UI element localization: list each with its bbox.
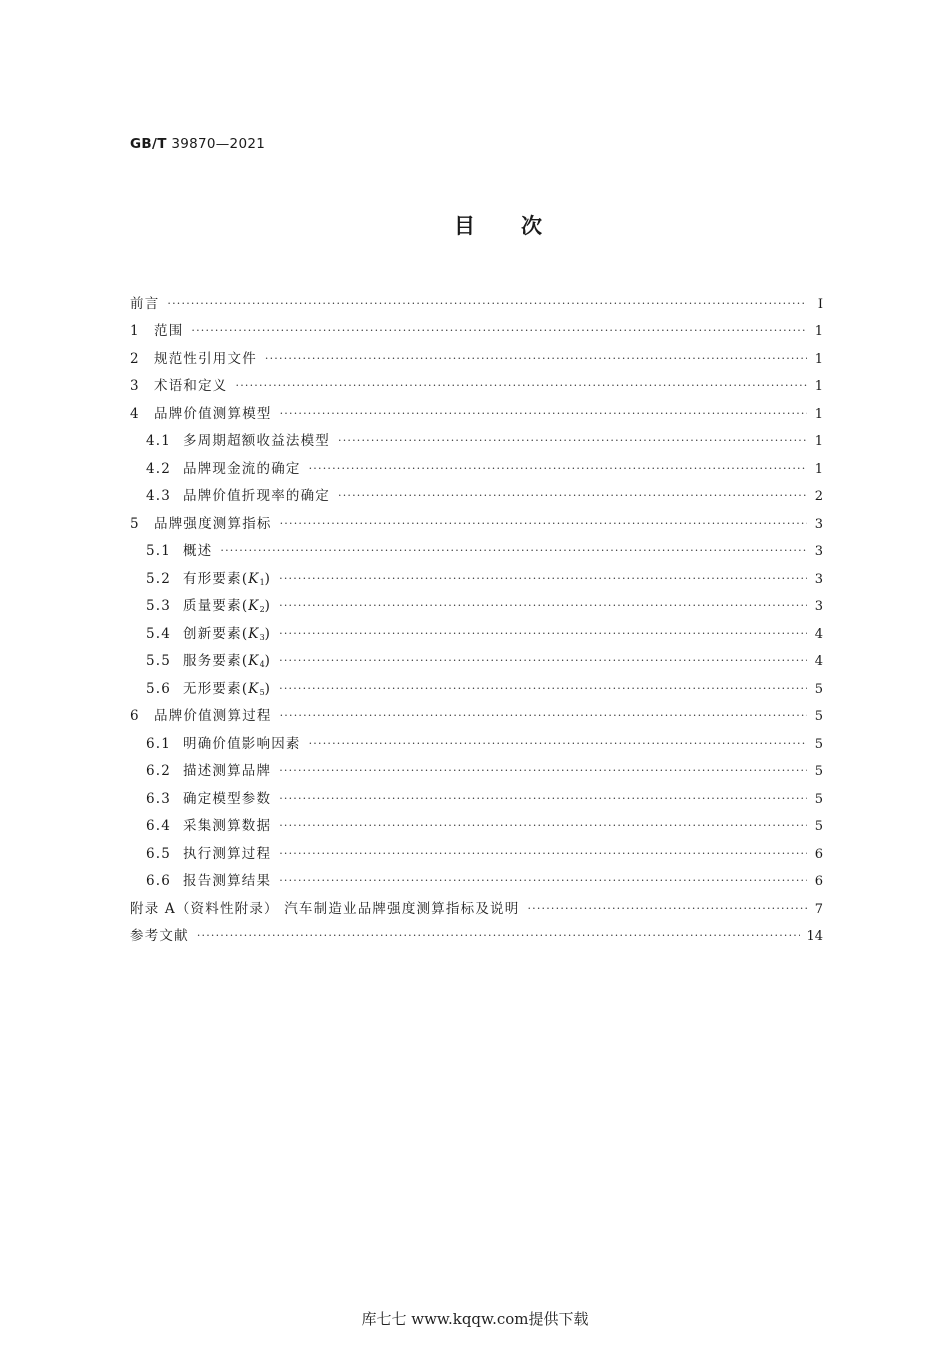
toc-entry-subscript: 2 bbox=[259, 605, 265, 614]
toc-entry[interactable] bbox=[130, 724, 823, 752]
toc-entry-page: Ⅰ bbox=[817, 296, 823, 312]
toc-entry[interactable] bbox=[130, 614, 823, 642]
toc-entry-number: 4.1 bbox=[146, 433, 172, 449]
toc-entry[interactable] bbox=[130, 477, 823, 505]
page-title: 目次 bbox=[454, 214, 588, 238]
toc-entry-page: 6 bbox=[814, 874, 823, 889]
toc-entry-page: 7 bbox=[814, 901, 823, 917]
toc-entry-subscript: 5 bbox=[259, 687, 265, 697]
toc-entry-symbol: K bbox=[248, 680, 260, 697]
toc-entry-page: 1 bbox=[814, 461, 823, 477]
table-of-contents bbox=[130, 284, 823, 944]
toc-entry[interactable] bbox=[130, 807, 823, 835]
toc-entry-subscript: 4 bbox=[259, 660, 265, 669]
toc-entry[interactable] bbox=[130, 284, 823, 312]
toc-entry-label bbox=[130, 924, 189, 944]
toc-entry-label: 有形要素$(K_1)$ bbox=[183, 570, 272, 587]
toc-entry-label bbox=[130, 292, 159, 312]
toc-leader-dots bbox=[197, 930, 801, 944]
toc-entry-label: 服务要素$(K_4)$ bbox=[183, 653, 272, 669]
toc-entry-label: 创新要素$(K_3)$ bbox=[183, 625, 272, 642]
toc-entry-page: 1 bbox=[814, 406, 823, 422]
toc-leader-dots bbox=[279, 655, 807, 669]
standard-number: 39870—2021 bbox=[171, 136, 266, 152]
toc-leader-dots bbox=[236, 380, 808, 394]
toc-entry-page: 6 bbox=[814, 846, 823, 862]
toc-entry[interactable] bbox=[130, 862, 823, 890]
toc-entry[interactable] bbox=[130, 559, 823, 587]
toc-entry-label: 无形要素$(K_5)$ bbox=[183, 680, 272, 697]
toc-entry-number: 2 bbox=[130, 350, 140, 367]
toc-entry-page: 1 bbox=[814, 379, 823, 394]
toc-entry-text: 品牌价值测算模型 bbox=[154, 405, 272, 422]
standard-code bbox=[130, 136, 265, 152]
toc-entry-label bbox=[154, 319, 183, 339]
toc-entry-text: 报告测算结果 bbox=[183, 873, 272, 889]
toc-entry-text: 范围 bbox=[154, 323, 184, 339]
toc-entry-label bbox=[130, 897, 519, 917]
toc-entry-text: 品牌价值测算过程 bbox=[154, 708, 272, 724]
toc-entry-page: 1 bbox=[814, 351, 823, 367]
toc-entry-page: 3 bbox=[814, 544, 823, 559]
toc-entry[interactable] bbox=[130, 449, 823, 477]
toc-entry-number: 6.1 bbox=[146, 735, 172, 752]
toc-entry-page: 5 bbox=[814, 681, 823, 697]
toc-entry-number: 6 bbox=[130, 708, 140, 724]
toc-entry-label bbox=[183, 539, 212, 559]
toc-entry-number: 5 bbox=[130, 515, 140, 532]
toc-leader-dots bbox=[220, 545, 807, 559]
toc-entry[interactable] bbox=[130, 422, 823, 450]
toc-entry[interactable] bbox=[130, 752, 823, 780]
toc-entry-number: 6.6 bbox=[146, 873, 172, 889]
toc-entry-symbol: K bbox=[248, 625, 260, 642]
toc-entry-text: 创新要素 bbox=[183, 625, 242, 642]
toc-entry-page: 3 bbox=[814, 516, 823, 532]
toc-entry-label bbox=[183, 732, 301, 752]
toc-entry-label bbox=[154, 402, 272, 422]
toc-entry[interactable] bbox=[130, 367, 823, 395]
toc-leader-dots bbox=[280, 408, 807, 422]
toc-entry-symbol: K bbox=[248, 570, 260, 587]
toc-entry-page: 5 bbox=[814, 709, 823, 724]
toc-entry[interactable] bbox=[130, 889, 823, 917]
toc-entry[interactable] bbox=[130, 312, 823, 340]
toc-leader-dots bbox=[279, 765, 807, 779]
toc-entry-text: 品牌价值折现率的确定 bbox=[183, 488, 330, 504]
toc-entry-text: 参考文献 bbox=[130, 928, 189, 944]
toc-entry[interactable] bbox=[130, 917, 823, 945]
toc-leader-dots bbox=[309, 463, 807, 477]
toc-entry-number: 5.5 bbox=[146, 653, 172, 669]
toc-entry-text: 采集测算数据 bbox=[183, 818, 272, 834]
toc-entry-page: 3 bbox=[814, 571, 823, 587]
toc-leader-dots bbox=[338, 490, 807, 504]
toc-entry-page: 1 bbox=[814, 324, 823, 339]
toc-entry-text: 规范性引用文件 bbox=[154, 350, 257, 367]
toc-entry-text: 质量要素 bbox=[183, 598, 242, 614]
footer-watermark: 库七七 www.kqqw.com提供下载 bbox=[361, 1310, 589, 1328]
toc-entry-symbol: K bbox=[248, 653, 260, 669]
toc-leader-dots bbox=[280, 710, 807, 724]
toc-entry-number: 6.4 bbox=[146, 818, 172, 834]
toc-entry-number: 6.2 bbox=[146, 763, 172, 779]
toc-entry-text: 明确价值影响因素 bbox=[183, 735, 301, 752]
toc-entry-label: 质量要素$(K_2)$ bbox=[183, 598, 272, 614]
toc-entry[interactable] bbox=[130, 339, 823, 367]
toc-entry-subscript: 1 bbox=[259, 577, 265, 587]
toc-entry-page: 5 bbox=[814, 736, 823, 752]
toc-leader-dots bbox=[309, 738, 807, 752]
toc-entry-number: 4 bbox=[130, 405, 140, 422]
toc-leader-dots bbox=[279, 573, 807, 587]
toc-entry-label bbox=[154, 704, 272, 724]
toc-entry-text: 前言 bbox=[130, 295, 160, 312]
toc-entry-number: 5.3 bbox=[146, 598, 172, 614]
toc-entry-label bbox=[183, 787, 271, 807]
toc-leader-dots bbox=[279, 848, 807, 862]
toc-entry-text: 品牌强度测算指标 bbox=[154, 515, 272, 532]
toc-entry-page: 3 bbox=[814, 599, 823, 614]
toc-entry-label bbox=[183, 759, 271, 779]
toc-entry-label bbox=[154, 512, 272, 532]
toc-entry-page: 14 bbox=[806, 929, 823, 944]
toc-entry-text: 多周期超额收益法模型 bbox=[183, 433, 330, 449]
toc-entry-text: 描述测算品牌 bbox=[183, 763, 272, 779]
toc-entry-label bbox=[183, 484, 330, 504]
toc-entry-number: 1 bbox=[130, 323, 140, 339]
toc-entry-page: 1 bbox=[814, 434, 823, 449]
toc-entry-number: 6.3 bbox=[146, 790, 172, 807]
toc-entry-text: 服务要素 bbox=[183, 653, 242, 669]
toc-entry-page: 4 bbox=[814, 626, 823, 642]
toc-entry-text: 有形要素 bbox=[183, 570, 242, 587]
toc-entry-text: 确定模型参数 bbox=[183, 790, 272, 807]
toc-entry-page: 5 bbox=[814, 791, 823, 807]
toc-leader-dots bbox=[279, 793, 807, 807]
standard-prefix: GB/T bbox=[130, 136, 167, 152]
toc-entry[interactable] bbox=[130, 697, 823, 725]
toc-entry[interactable] bbox=[130, 669, 823, 697]
toc-entry-label bbox=[183, 869, 271, 889]
toc-leader-dots bbox=[279, 600, 807, 614]
toc-entry-page: 5 bbox=[814, 819, 823, 834]
toc-entry-text: 概述 bbox=[183, 543, 213, 559]
toc-entry-label bbox=[183, 429, 330, 449]
toc-entry[interactable] bbox=[130, 394, 823, 422]
toc-entry[interactable] bbox=[130, 642, 823, 670]
toc-leader-dots bbox=[279, 628, 807, 642]
toc-entry-text: 术语和定义 bbox=[154, 378, 228, 394]
toc-entry-text: 品牌现金流的确定 bbox=[183, 460, 301, 477]
toc-entry-symbol: K bbox=[248, 598, 260, 614]
toc-leader-dots bbox=[279, 875, 807, 889]
toc-entry[interactable] bbox=[130, 532, 823, 560]
toc-entry-text: 附录 A（资料性附录） 汽车制造业品牌强度测算指标及说明 bbox=[130, 900, 520, 917]
toc-entry-label bbox=[183, 842, 271, 862]
toc-leader-dots bbox=[527, 903, 807, 917]
toc-leader-dots bbox=[265, 353, 807, 367]
toc-entry-page: 5 bbox=[814, 764, 823, 779]
toc-entry-label bbox=[183, 814, 271, 834]
toc-entry-number: 4.3 bbox=[146, 488, 172, 504]
toc-entry[interactable] bbox=[130, 504, 823, 532]
toc-leader-dots bbox=[191, 325, 807, 339]
toc-leader-dots bbox=[279, 683, 807, 697]
toc-leader-dots bbox=[279, 820, 807, 834]
toc-entry[interactable] bbox=[130, 834, 823, 862]
toc-leader-dots bbox=[338, 435, 807, 449]
toc-entry-subscript: 3 bbox=[259, 632, 265, 642]
toc-entry-number: 4.2 bbox=[146, 460, 172, 477]
toc-entry-page: 2 bbox=[814, 489, 823, 504]
toc-entry-number: 5.4 bbox=[146, 625, 172, 642]
toc-entry-text: 无形要素 bbox=[183, 680, 242, 697]
toc-entry-page: 4 bbox=[814, 654, 823, 669]
toc-entry-number: 3 bbox=[130, 378, 140, 394]
toc-entry-number: 5.1 bbox=[146, 543, 172, 559]
toc-entry-number: 5.6 bbox=[146, 680, 172, 697]
toc-leader-dots bbox=[167, 298, 807, 312]
toc-entry[interactable] bbox=[130, 587, 823, 615]
toc-entry-number: 5.2 bbox=[146, 570, 172, 587]
toc-entry[interactable] bbox=[130, 779, 823, 807]
toc-leader-dots bbox=[280, 518, 807, 532]
toc-entry-number: 6.5 bbox=[146, 845, 172, 862]
toc-entry-label bbox=[154, 347, 257, 367]
toc-entry-text: 执行测算过程 bbox=[183, 845, 272, 862]
toc-entry-label bbox=[183, 457, 301, 477]
toc-entry-label bbox=[154, 374, 228, 394]
